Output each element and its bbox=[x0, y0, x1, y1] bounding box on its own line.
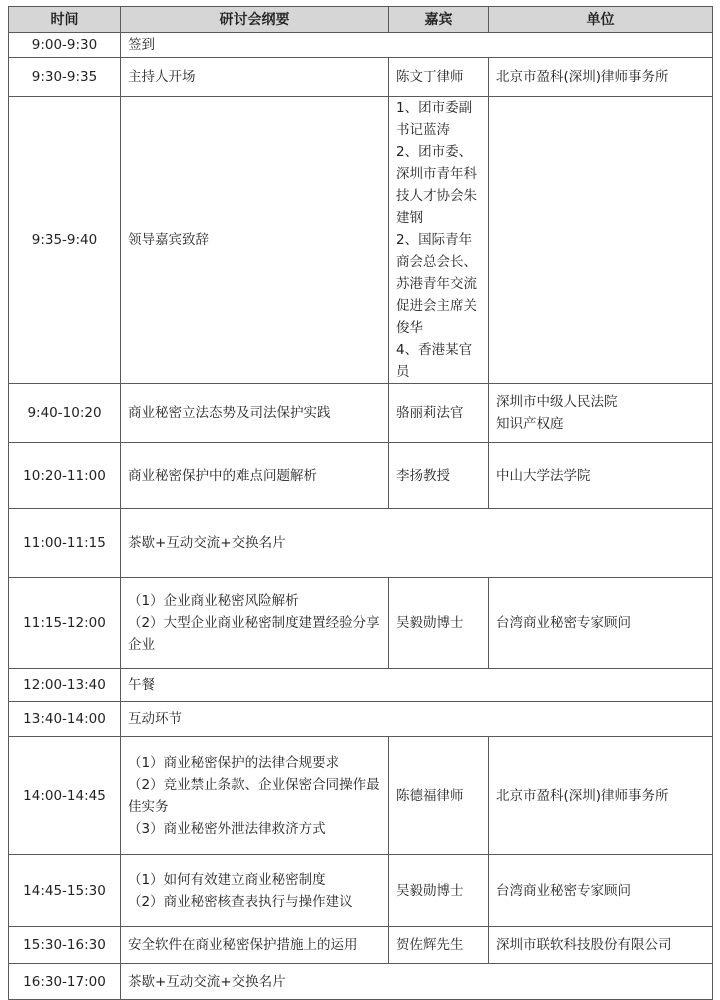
time-cell: 15:30-16:30 bbox=[9, 927, 121, 964]
topic-line: 互动环节 bbox=[128, 711, 182, 727]
agenda-row bbox=[9, 97, 713, 384]
topic-line: 商业秘密保护中的难点问题解析 bbox=[128, 467, 317, 484]
org-cell bbox=[489, 58, 713, 97]
topic-line: 商业秘密立法态势及司法保护实践 bbox=[128, 405, 331, 421]
guest-line: 2、国际青年商会总会长、苏港青年交流促进会主席关俊华 bbox=[396, 232, 477, 336]
topic-cell bbox=[121, 578, 389, 669]
topic-line: （1）如何有效建立商业秘密制度 bbox=[128, 871, 326, 888]
header-time: 时间 bbox=[9, 7, 121, 33]
topic-line: 领导嘉宾致辞 bbox=[128, 232, 209, 248]
org-cell bbox=[489, 578, 713, 669]
agenda-row bbox=[9, 443, 713, 509]
org-line: 中山大学法学院 bbox=[496, 467, 591, 484]
org-line: 北京市盈科(深圳)律师事务所 bbox=[496, 787, 669, 804]
guest-line: 陈文丁律师 bbox=[396, 69, 464, 85]
time-cell: 10:20-11:00 bbox=[9, 443, 121, 509]
topic-cell bbox=[121, 97, 389, 384]
agenda-row bbox=[9, 33, 713, 58]
topic-line: 主持人开场 bbox=[128, 69, 196, 85]
guest-cell bbox=[389, 97, 489, 384]
time-cell: 12:00-13:40 bbox=[9, 669, 121, 702]
topic-cell bbox=[121, 384, 389, 443]
topic-line: （1）企业商业秘密风险解析 bbox=[128, 593, 299, 609]
agenda-row bbox=[9, 669, 713, 702]
guest-line: 4、香港某官员 bbox=[396, 342, 473, 380]
agenda-table bbox=[8, 6, 713, 1000]
time-cell: 9:30-9:35 bbox=[9, 58, 121, 97]
topic-line: 茶歇+互动交流+交换名片 bbox=[128, 973, 286, 990]
topic-line: （3）商业秘密外泄法律救济方式 bbox=[128, 820, 326, 837]
agenda-row bbox=[9, 578, 713, 669]
org-line: 知识产权庭 bbox=[496, 416, 564, 432]
guest-line: 骆丽莉法官 bbox=[396, 405, 464, 421]
agenda-row bbox=[9, 737, 713, 855]
guest-line: 1、团市委副书记蓝涛 bbox=[396, 100, 473, 138]
org-line: 深圳市中级人民法院 bbox=[496, 394, 618, 410]
agenda-row bbox=[9, 855, 713, 927]
guest-line: 陈德福律师 bbox=[396, 787, 464, 804]
time-cell: 11:15-12:00 bbox=[9, 578, 121, 669]
agenda-row bbox=[9, 509, 713, 578]
guest-cell bbox=[389, 578, 489, 669]
org-cell bbox=[489, 855, 713, 927]
guest-line: 吴毅勋博士 bbox=[396, 615, 464, 631]
topic-cell bbox=[121, 737, 389, 855]
agenda-row bbox=[9, 964, 713, 1000]
org-line: 台湾商业秘密专家顾问 bbox=[496, 615, 631, 631]
topic-line: （2）竞业禁止条款、企业保密合同操作最佳实务 bbox=[128, 776, 380, 815]
org-cell bbox=[489, 927, 713, 964]
topic-cell bbox=[121, 669, 713, 702]
org-cell bbox=[489, 97, 713, 384]
header-org: 单位 bbox=[489, 7, 713, 33]
time-cell: 14:00-14:45 bbox=[9, 737, 121, 855]
topic-line: 茶歇+互动交流+交换名片 bbox=[128, 535, 286, 551]
time-cell: 13:40-14:00 bbox=[9, 702, 121, 737]
agenda-row bbox=[9, 927, 713, 964]
time-cell: 9:00-9:30 bbox=[9, 33, 121, 58]
agenda-body bbox=[9, 33, 713, 1000]
guest-cell bbox=[389, 927, 489, 964]
org-cell bbox=[489, 443, 713, 509]
topic-cell bbox=[121, 509, 713, 578]
time-cell: 14:45-15:30 bbox=[9, 855, 121, 927]
topic-cell bbox=[121, 58, 389, 97]
topic-cell bbox=[121, 927, 389, 964]
agenda-row bbox=[9, 58, 713, 97]
topic-cell bbox=[121, 855, 389, 927]
header-row bbox=[9, 7, 713, 33]
topic-cell bbox=[121, 964, 713, 1000]
agenda-row bbox=[9, 384, 713, 443]
time-cell: 9:35-9:40 bbox=[9, 97, 121, 384]
topic-line: 签到 bbox=[128, 37, 155, 53]
topic-line: （2）商业秘密核查表执行与操作建议 bbox=[128, 893, 353, 910]
org-line: 台湾商业秘密专家顾问 bbox=[496, 882, 631, 899]
guest-line: 李扬教授 bbox=[396, 467, 450, 484]
topic-cell bbox=[121, 443, 389, 509]
guest-cell bbox=[389, 58, 489, 97]
guest-line: 贺佐辉先生 bbox=[396, 937, 464, 953]
topic-cell bbox=[121, 33, 713, 58]
guest-cell bbox=[389, 855, 489, 927]
org-cell bbox=[489, 737, 713, 855]
topic-cell bbox=[121, 702, 713, 737]
time-cell: 11:00-11:15 bbox=[9, 509, 121, 578]
header-guest: 嘉宾 bbox=[389, 7, 489, 33]
agenda-row bbox=[9, 702, 713, 737]
org-cell bbox=[489, 384, 713, 443]
guest-cell bbox=[389, 737, 489, 855]
time-cell: 16:30-17:00 bbox=[9, 964, 121, 1000]
guest-cell bbox=[389, 384, 489, 443]
guest-line: 2、团市委、深圳市青年科技人才协会朱建钢 bbox=[396, 144, 477, 226]
topic-line: （1）商业秘密保护的法律合规要求 bbox=[128, 754, 340, 771]
org-line: 北京市盈科(深圳)律师事务所 bbox=[496, 69, 669, 85]
topic-line: （2）大型企业商业秘密制度建置经验分享企业 bbox=[128, 615, 380, 653]
topic-line: 午餐 bbox=[128, 677, 155, 693]
guest-cell bbox=[389, 443, 489, 509]
org-line: 深圳市联软科技股份有限公司 bbox=[496, 937, 672, 953]
header-topic: 研讨会纲要 bbox=[121, 7, 389, 33]
time-cell: 9:40-10:20 bbox=[9, 384, 121, 443]
guest-line: 吴毅勋博士 bbox=[396, 882, 464, 899]
topic-line: 安全软件在商业秘密保护措施上的运用 bbox=[128, 937, 358, 953]
